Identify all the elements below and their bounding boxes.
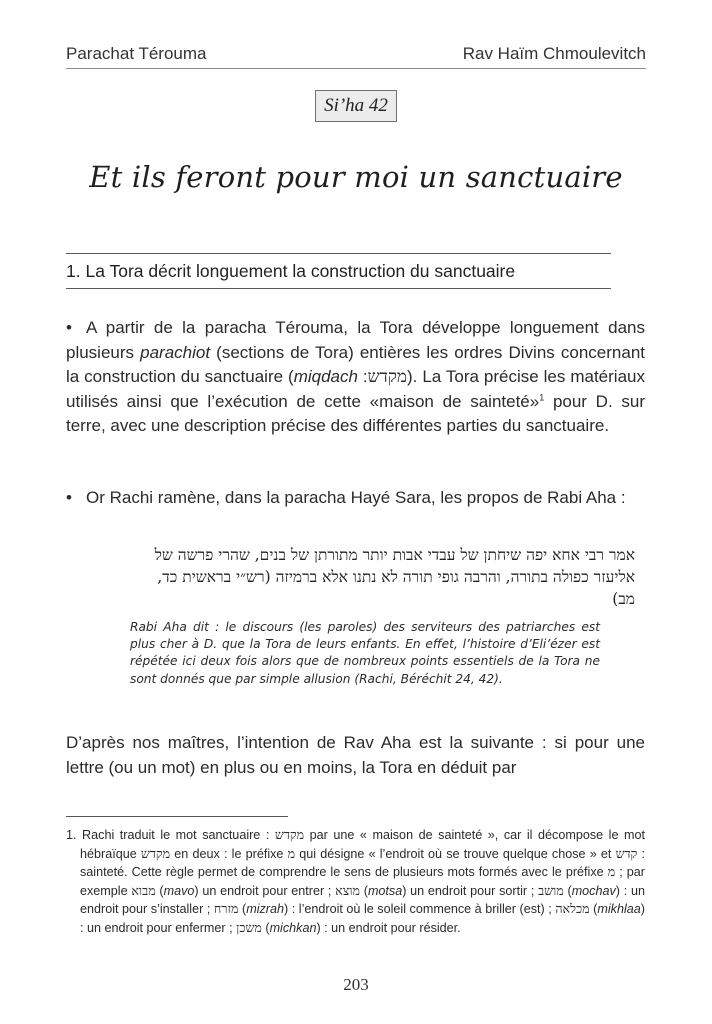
transliteration: mochav xyxy=(571,883,616,898)
siha-label-box xyxy=(315,90,397,122)
paragraph-2 xyxy=(66,486,645,511)
hebrew-word: מ xyxy=(607,864,616,880)
quote-translation: Rabi Aha dit : le discours (les paroles) des serviteurs des patriarches est plus cher à D. que la Tora de leurs enfants. En effet, l’histoire d’Eli’ézer est répétée ici deux fois alors que de nombreux points essentiels de la Tora ne sont donnés que par simple allusion (Rachi, Béréchit 24, 42). xyxy=(130,620,600,686)
footnote-1 xyxy=(66,826,645,938)
text: ) un endroit pour entrer ; xyxy=(194,883,336,898)
chapter-title: Et ils feront pour moi un sanctuaire xyxy=(89,160,623,194)
section-heading: 1. La Tora décrit longuement la construction du sanctuaire xyxy=(66,253,611,289)
transliteration: michkan xyxy=(269,920,317,935)
text: Or Rachi ramène, dans la paracha Hayé Sara, les propos de Rabi Aha : xyxy=(86,488,626,507)
hebrew-word: מכלאה xyxy=(555,901,590,917)
text: (sections de Tora) entières les ordres Divins concernant la construction du sanctuaire ( xyxy=(66,342,646,386)
hebrew-word: מוצא xyxy=(335,882,360,898)
header-parasha: Parachat Térouma xyxy=(66,44,207,63)
text: : xyxy=(357,367,368,386)
footnote-reference[interactable]: 1 xyxy=(539,391,545,402)
italic-term: miqdach xyxy=(293,367,358,386)
hebrew-word: מקדש xyxy=(367,367,408,387)
siha-label: Si’ha 42 xyxy=(324,95,388,116)
footnote-number: 1. xyxy=(66,828,77,842)
transliteration: mikhlaa xyxy=(597,902,641,917)
text: ( xyxy=(360,883,368,898)
hebrew-quote: אמר רבי אחא יפה שיחתן של עבדי אבות יותר מתורתן של בנים, שהרי פרשה של אליעזר כפולה בתורה, והרבה גופי תורה לא נתנו אלא ברמיזה (רש״י בראשית כד, מב) xyxy=(154,546,635,608)
hebrew-word: מזרח xyxy=(213,901,239,917)
text: ) : un endroit pour enfermer ; xyxy=(80,902,645,935)
footnote-divider xyxy=(66,816,288,817)
text: ( xyxy=(261,920,270,935)
text: : sainteté. Cette règle permet de comprendre le sens de plusieurs mots formés avec le préfixe xyxy=(80,846,645,880)
hebrew-word: משכן xyxy=(236,919,262,935)
text: par une « maison de sainteté », car il décompose le mot hébraïque xyxy=(80,828,646,861)
hebrew-word: מושב xyxy=(538,882,564,898)
transliteration: mavo xyxy=(163,883,195,898)
text: ( xyxy=(563,883,572,898)
text: ) un endroit pour sortir ; xyxy=(402,883,539,898)
text: A partir de la paracha Térouma, la Tora développe longuement dans plusieurs xyxy=(66,318,645,362)
running-header xyxy=(66,44,646,69)
bullet: • xyxy=(66,488,72,507)
hebrew-word: מבוא xyxy=(131,882,156,898)
text: ) : l’endroit où le soleil commence à briller (est) ; xyxy=(284,902,556,917)
text: ( xyxy=(589,902,598,917)
text: ( xyxy=(155,883,164,898)
hebrew-word: מקדש xyxy=(140,845,171,861)
text: ). La Tora précise les matériaux utilisés ainsi que l’exécution de cette «maison de sainteté» xyxy=(66,367,645,411)
italic-term: parachiot xyxy=(140,342,211,362)
hebrew-word: קדש xyxy=(615,845,638,861)
hebrew-word: מ xyxy=(287,845,296,861)
paragraph-3: D’après nos maîtres, l’intention de Rav Aha est la suivante : si pour une lettre (ou un mot) en plus ou en moins, la Tora en déduit par xyxy=(66,733,645,777)
page-number: 203 xyxy=(343,975,369,994)
text: ( xyxy=(238,902,247,917)
text: ) : un endroit pour résider. xyxy=(316,920,461,935)
hebrew-word: מקדש xyxy=(274,827,305,842)
text: en deux : le préfixe xyxy=(170,846,288,861)
text: qui désigne « l’endroit où se trouve quelque chose » et xyxy=(295,846,616,861)
text: ; par exemple xyxy=(80,865,645,898)
text: Rachi traduit le mot sanctuaire : xyxy=(76,828,275,842)
header-author: Rav Haïm Chmoulevitch xyxy=(462,44,646,63)
text: ) : un endroit pour s’installer ; xyxy=(80,883,645,917)
transliteration: motsa xyxy=(367,883,403,898)
bullet: • xyxy=(66,318,72,337)
paragraph-1 xyxy=(66,316,645,439)
text: pour D. sur terre, avec une description précise des différentes parties du sanctuaire. xyxy=(66,391,646,435)
transliteration: mizrah xyxy=(246,902,285,917)
